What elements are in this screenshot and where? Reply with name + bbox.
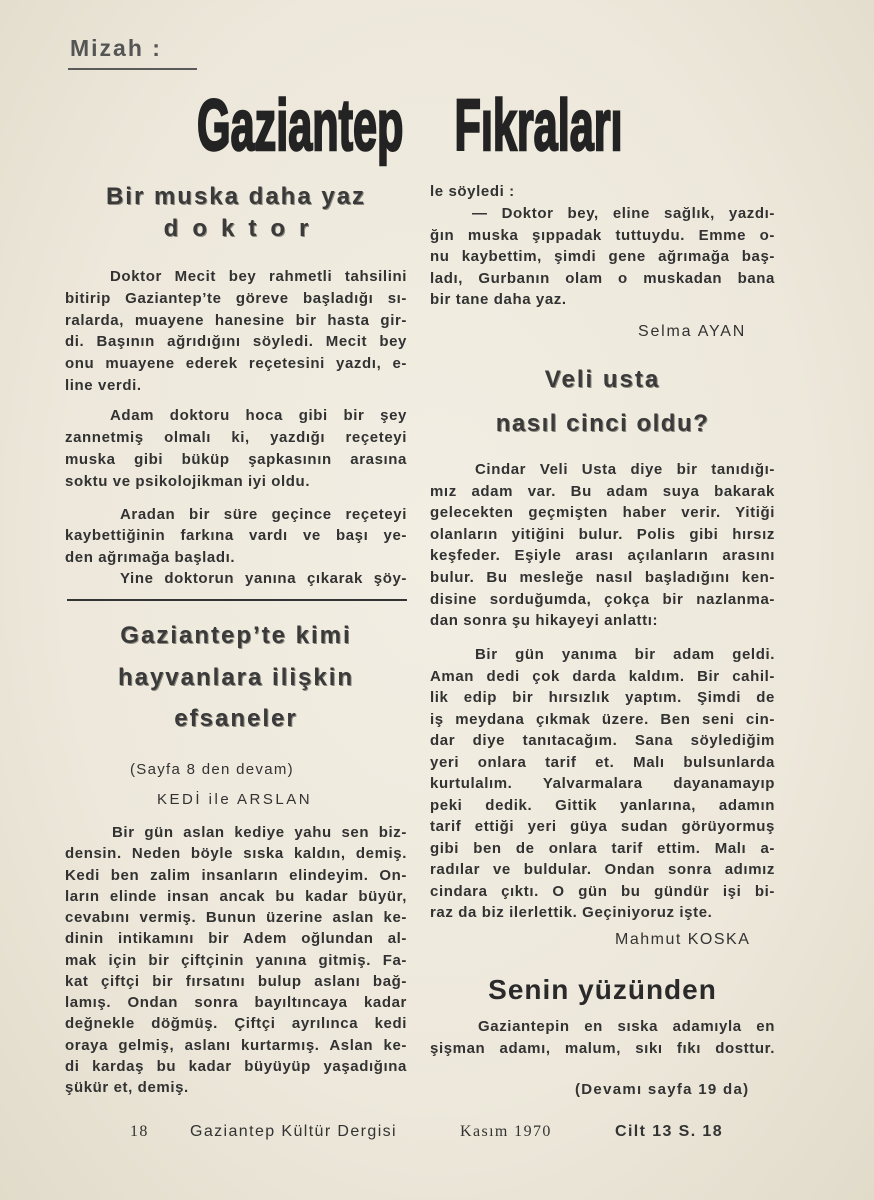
text-line: zannetmiş olmalı ki, yazdığı reçeteyi xyxy=(65,429,407,446)
text-line: oraya gelmiş, aslanı kurtarmış. Aslan ke- xyxy=(65,1036,407,1054)
page-number: 18 xyxy=(130,1123,149,1140)
magazine-name: Gaziantep Kültür Dergisi xyxy=(190,1123,398,1140)
paragraph xyxy=(65,504,407,568)
text-line: tarif ettiği yeri güya sudan görüyormuş xyxy=(430,818,775,835)
paragraph xyxy=(430,459,775,632)
section-underline xyxy=(68,68,197,70)
text-line: dan sonra şu hikayeyi anlattı: xyxy=(430,612,659,630)
paragraph xyxy=(65,266,407,397)
author-name: Mahmut KOSKA xyxy=(615,931,751,948)
text-line: gibi ben de onlara tarif ettim. Malı a- xyxy=(430,839,775,857)
text-line: iş meydana çıkmak üzere. Ben seni cin- xyxy=(430,710,775,728)
text-line: dinin intikamını bir Adem oğlundan al- xyxy=(65,930,407,948)
text-line: densin. Neden böyle sıska kaldın, demiş. xyxy=(65,845,407,863)
text-line: Yine doktorun yanına çıkarak şöy- xyxy=(120,569,407,587)
text-line: ların elinde insan ancak bu kadar büyür, xyxy=(65,887,407,905)
text-line: Bir gün yanıma bir adam geldi. xyxy=(475,646,775,663)
text-line: ladı, Gurbanın olam o muskadan bana xyxy=(430,269,775,287)
text-line: olanların yitiğini bulur. Polis gibi hırsız xyxy=(430,525,775,543)
story-heading: efsaneler xyxy=(174,705,298,732)
text-line: bitirip Gaziantep’te göreve başladığı sı- xyxy=(65,289,407,307)
text-line: ğın muska şıppadak tuttuydu. Emme o- xyxy=(430,226,775,244)
text-line: radılar ve buldular. Ondan sonra adımız xyxy=(430,861,775,878)
paragraph xyxy=(430,1016,775,1060)
column-separator xyxy=(67,599,407,601)
text-line: yeri onlara tarif et. Malı bulsunlarda xyxy=(430,753,775,771)
text-line: Bir gün aslan kediye yahu sen biz- xyxy=(112,824,407,841)
paragraph xyxy=(65,405,407,493)
section-label: Mizah : xyxy=(70,35,162,61)
paragraph xyxy=(430,181,775,203)
continued-from-note: (Sayfa 8 den devam) xyxy=(130,761,294,778)
story-subheading: KEDİ ile ARSLAN xyxy=(157,791,313,808)
text-line: bulur. Bu mesleğe nasıl başladığını ken- xyxy=(430,568,775,586)
author-name: Selma AYAN xyxy=(638,323,747,340)
story-heading: Bir muska daha yaz xyxy=(105,183,367,210)
story-heading: hayvanlara ilişkin xyxy=(117,663,355,691)
text-line: onu muayene ederek reçetesini yazdı, e- xyxy=(65,355,407,373)
text-line: mız adam var. Bu adam suya bakarak xyxy=(430,482,775,500)
text-line: keşfeder. Eşiyle arası açılanların arasını xyxy=(430,547,775,565)
text-line: di kardaş bu kadar büyüyüp yaşadığına xyxy=(65,1057,407,1075)
text-line: Aradan bir süre geçince reçeteyi xyxy=(120,506,407,523)
text-line: Gaziantepin en sıska adamıyla en xyxy=(478,1018,775,1035)
paragraph xyxy=(65,822,407,1098)
text-line: raz da biz ilerlettik. Geçiniyoruz işte. xyxy=(430,904,713,921)
text-line: mak için bir çiftçinin yanına gitmiş. Fa- xyxy=(65,951,407,969)
story-heading: nasıl cinci oldu? xyxy=(495,410,710,437)
continued-to-note: (Devamı sayfa 19 da) xyxy=(575,1081,750,1098)
text-line: peki dedik. Gittik yanlarına, adamın xyxy=(430,796,775,814)
text-line: Aman dedi çok darda kaldım. Bir cahil- xyxy=(430,667,775,685)
story-heading: Senin yüzünden xyxy=(488,974,717,1005)
page-title: Gaziantep Fıkraları xyxy=(197,86,623,166)
text-line: line verdi. xyxy=(65,376,142,394)
text-line: cevabını vermiş. Bunun üzerine aslan ke- xyxy=(65,909,407,926)
volume-issue: Cilt 13 S. 18 xyxy=(615,1123,724,1140)
paragraph xyxy=(65,568,407,589)
text-line: disine sorduğumda, çokça bir nazlanma- xyxy=(430,590,775,608)
text-line: Kedi ben zalim insanların elindeyim. On- xyxy=(65,866,407,884)
text-line: soktu ve psikolojikman iyi oldu. xyxy=(65,473,311,490)
text-line: nu kaybettim, şimdi gene ağrımağa baş- xyxy=(430,248,775,266)
text-line: di. Başının ağrıdığını söyledi. Mecit bey xyxy=(65,333,407,351)
text-line: değnekle döğmüş. Çiftçi ayrılınca kedi xyxy=(65,1015,407,1033)
text-line: lik edip bir hırsızlık yaptım. Şimdi de xyxy=(430,689,775,706)
text-line: gelecekten geçmişten haber verir. Yitiği xyxy=(430,504,775,522)
text-line: kaybettiğinin farkına vardı ve başı ye- xyxy=(65,527,407,545)
story-heading: Gaziantep’te kimi xyxy=(120,622,352,649)
paragraph xyxy=(430,203,775,311)
text-line: — Doktor bey, eline sağlık, yazdı- xyxy=(472,205,775,222)
story-heading: doktor xyxy=(163,215,323,242)
text-line: dar diye tanıtacağım. Sana söylediğim xyxy=(430,732,775,749)
text-line: şişman adamı, malum, sıkı fıkı dosttur. xyxy=(430,1040,775,1057)
text-line: kat çiftçi bir fırsatını bulup aslanı bağ- xyxy=(65,972,407,990)
text-line: Adam doktoru hoca gibi bir şey xyxy=(110,407,407,424)
text-line: Doktor Mecit bey rahmetli tahsilini xyxy=(110,268,407,285)
text-line: şükür et, demiş. xyxy=(65,1079,189,1096)
text-line: kurtulalım. Yalvarmalara dayanamayıp xyxy=(430,775,775,792)
text-line: lamış. Ondan sonra bayıltıncaya kadar xyxy=(65,994,407,1011)
text-line: cindara çıktı. O gün bu gündür işi bi- xyxy=(430,882,775,900)
text-line: den ağrımağa başladı. xyxy=(65,548,236,566)
text-line: Cindar Veli Usta diye bir tanıdığı- xyxy=(475,461,775,478)
story-heading: Veli usta xyxy=(544,366,661,393)
issue-date: Kasım 1970 xyxy=(460,1123,552,1140)
paragraph xyxy=(430,644,775,924)
text-line: bir tane daha yaz. xyxy=(430,291,567,309)
text-line: muska gibi büküp şapkasının arasına xyxy=(65,451,407,468)
text-line: le söyledi : xyxy=(430,183,515,200)
text-line: ralarda, muayene hanesine bir hasta gir- xyxy=(65,311,407,329)
